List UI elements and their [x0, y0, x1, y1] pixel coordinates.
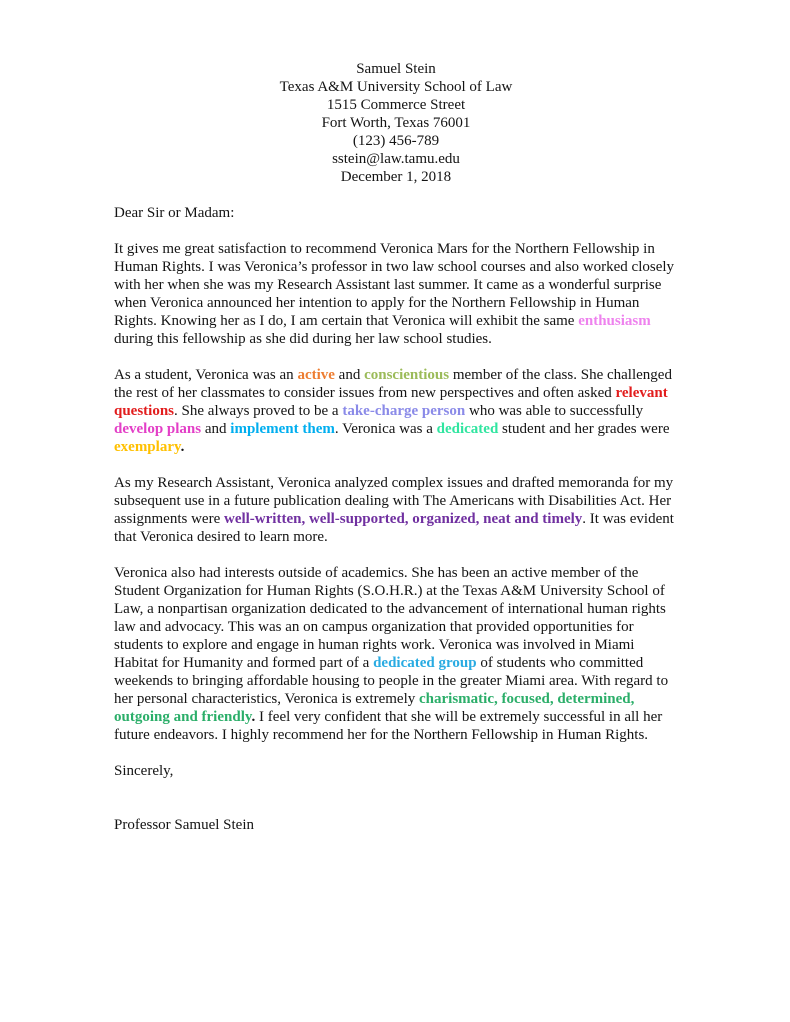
- header-line: Texas A&M University School of Law: [279, 79, 513, 95]
- header-line: Samuel Stein: [356, 61, 436, 77]
- text-segment: of students who committed weekends to bringing affordable housing to people in the greater Miami area. With regard to her personal characteristics, Veronica is extremely: [114, 655, 669, 707]
- text-segment: during this fellowship as she did during her law school studies.: [114, 331, 492, 347]
- paragraph: [114, 366, 678, 456]
- highlighted-phrase: charismatic, focused, determined, outgoing and friendly: [114, 691, 635, 725]
- salutation: Dear Sir or Madam:: [114, 205, 235, 221]
- letter-header: [114, 60, 678, 186]
- text-segment: member of the class. She challenged the rest of her classmates to consider issues from new perspectives and often asked: [114, 367, 672, 401]
- highlighted-phrase: relevant questions: [114, 385, 668, 419]
- highlighted-phrase: develop plans: [114, 421, 202, 437]
- text-segment: It gives me great satisfaction to recommend Veronica Mars for the Northern Fellowship in Human Rights. I was Veronica’s professor in two law school courses and also worked closely with her when she was my Research Assistant last summer. It came as a wonderful surprise when Veronica announced her intention to apply for the Northern Fellowship in Human Rights. Knowing her as I do, I am certain that Veronica will exhibit the same: [114, 241, 675, 329]
- text-segment: . Veronica was a: [334, 421, 437, 437]
- text-segment: . It was evident that Veronica desired to learn more.: [114, 511, 674, 545]
- text-segment: As a student, Veronica was an: [114, 367, 298, 383]
- header-line: 1515 Commerce Street: [326, 97, 466, 113]
- signature: Professor Samuel Stein: [114, 817, 254, 833]
- highlighted-phrase: enthusiasm: [578, 313, 651, 329]
- paragraph: [114, 240, 678, 348]
- highlighted-phrase: dedicated: [436, 421, 499, 437]
- text-segment: and: [334, 367, 365, 383]
- text-segment: and: [201, 421, 231, 437]
- highlighted-phrase: exemplary: [114, 439, 181, 455]
- paragraph: [114, 564, 678, 744]
- header-line: (123) 456-789: [352, 133, 440, 149]
- text-segment: As my Research Assistant, Veronica analyzed complex issues and drafted memoranda for my subsequent use in a future publication dealing with The Americans with Disabilities Act. Her assignments were: [114, 475, 674, 527]
- text-segment: student and her grades were: [498, 421, 670, 437]
- highlighted-phrase: conscientious: [364, 367, 450, 383]
- text-segment: I feel very confident that she will be extremely successful in all her future endeavors. I highly recommend her for the Northern Fellowship in Human Rights.: [114, 709, 663, 743]
- text-segment: who was able to successfully: [465, 403, 644, 419]
- highlighted-phrase: dedicated group: [373, 655, 477, 671]
- closing: Sincerely,: [114, 763, 174, 779]
- header-line: Fort Worth, Texas 76001: [321, 115, 471, 131]
- highlighted-phrase: implement them: [230, 421, 335, 437]
- paragraph: [114, 474, 678, 546]
- highlighted-phrase: active: [297, 367, 335, 383]
- text-segment: Veronica also had interests outside of academics. She has been an active member of the Student Organization for Human Rights (S.O.H.R.) at the Texas A&M University School of Law, a nonpartisan organization dedicated to the advancement of international human rights law and advocacy. This was an on campus organization that provided opportunities for students to explore and engage in human rights work. Veronica was involved in Miami Habitat for Humanity and formed part of a: [114, 565, 666, 671]
- header-line: sstein@law.tamu.edu: [332, 151, 460, 167]
- highlighted-phrase: take-charge person: [342, 403, 466, 419]
- highlighted-phrase: well-written, well-supported, organized, neat and timely: [223, 511, 583, 527]
- letter-body: [114, 240, 678, 744]
- text-segment: .: [180, 439, 185, 455]
- text-segment: . She always proved to be a: [174, 403, 343, 419]
- text-segment: .: [251, 709, 256, 725]
- header-line: December 1, 2018: [340, 169, 452, 185]
